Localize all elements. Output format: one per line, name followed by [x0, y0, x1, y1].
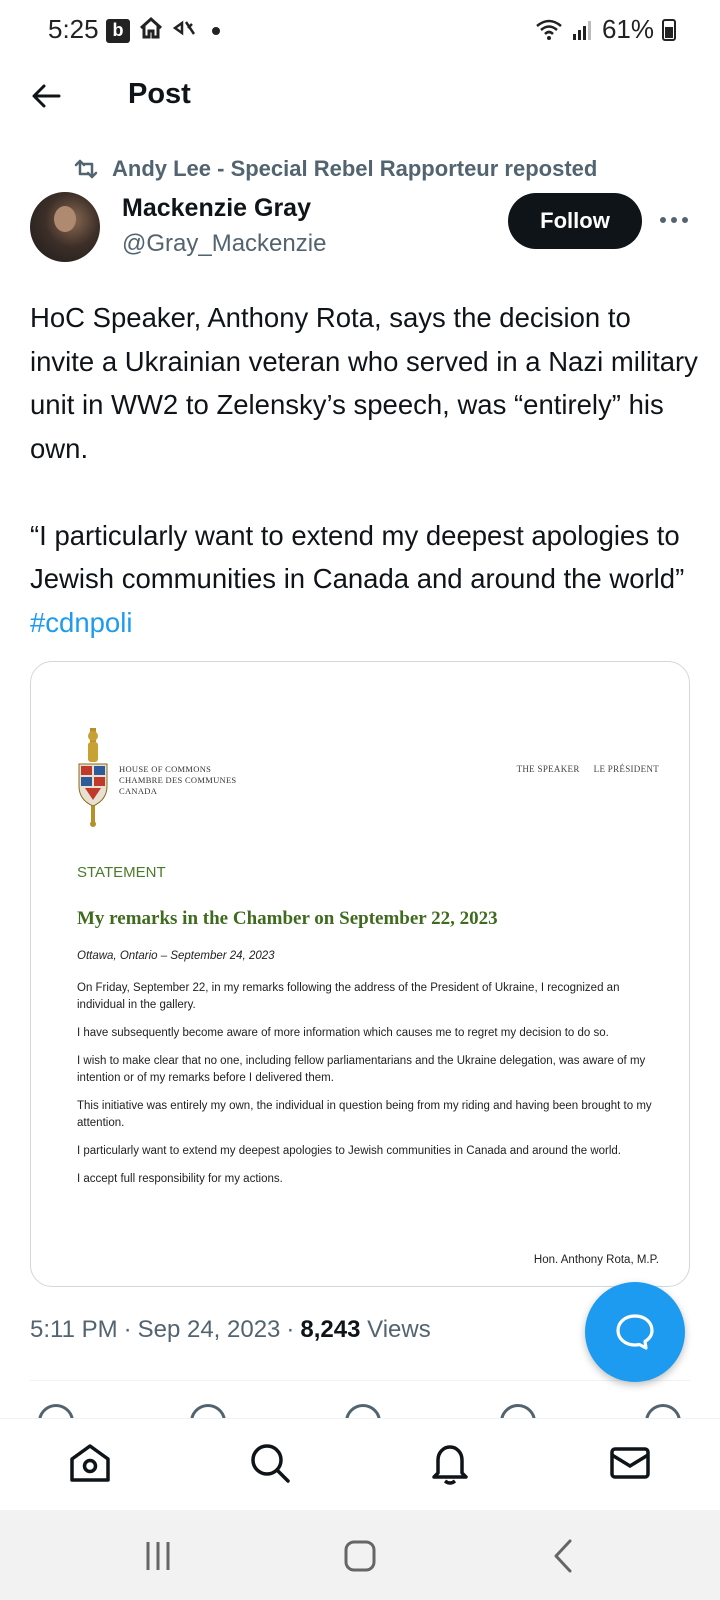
wifi-icon: [534, 18, 564, 42]
document-paragraph: On Friday, September 22, in my remarks following the address of the President of Ukraine, I recognized an individual in the gallery.: [77, 982, 620, 1011]
signal-icon: [572, 18, 594, 42]
document-speaker-tag: THE SPEAKER LE PRÉSIDENT: [516, 764, 659, 774]
nav-search[interactable]: [246, 1439, 294, 1487]
bell-icon: [426, 1439, 474, 1487]
document-letterhead: HOUSE OF COMMONS CHAMBRE DES COMMUNES CANADA: [119, 764, 237, 796]
nav-notifications[interactable]: [426, 1439, 474, 1487]
document-signature: Hon. Anthony Rota, M.P.: [533, 1254, 659, 1266]
status-time: 5:25: [48, 14, 99, 44]
author-name[interactable]: Mackenzie Gray: [122, 194, 311, 222]
recents-icon[interactable]: [138, 1536, 178, 1576]
compose-chat-icon: [613, 1310, 657, 1354]
document-label: STATEMENT: [77, 864, 166, 881]
document-paragraph: I particularly want to extend my deepest apologies to Jewish communities in Canada and around the world.: [77, 1145, 621, 1157]
share-icon[interactable]: [645, 1398, 685, 1418]
status-notification-icons: [106, 16, 220, 45]
back-chevron-icon[interactable]: [544, 1536, 584, 1576]
views-label: Views: [367, 1316, 431, 1343]
compose-chat-button[interactable]: [585, 1282, 685, 1382]
reply-icon[interactable]: [38, 1398, 78, 1418]
bottom-navigation: [0, 1418, 720, 1510]
status-system-icons: [534, 14, 676, 45]
post-body: [30, 296, 700, 644]
repost-action-icon[interactable]: [190, 1398, 230, 1418]
post-paragraph: [30, 514, 700, 645]
home-icon: [66, 1439, 114, 1487]
nav-messages[interactable]: [606, 1439, 654, 1487]
action-bar: [0, 1398, 720, 1418]
arrow-left-icon[interactable]: [28, 78, 64, 114]
coat-of-arms-icon: [75, 728, 111, 828]
document-paragraph: This initiative was entirely my own, the individual in question being from my riding and having been brought to my attention.: [77, 1100, 652, 1129]
post-quote-text: “I particularly want to extend my deepest apologies to Jewish communities in Canada and around the world”: [30, 519, 685, 594]
post-media-image[interactable]: [30, 661, 690, 1287]
hashtag-link[interactable]: #cdnpoli: [30, 606, 133, 638]
repost-context[interactable]: [72, 155, 597, 183]
document-paragraph: I accept full responsibility for my actions.: [77, 1173, 283, 1185]
like-icon[interactable]: [345, 1398, 385, 1418]
more-notifications-dot: [212, 27, 220, 35]
post-meta: 5:11 PM · Sep 24, 2023 · 8,243 Views: [30, 1316, 431, 1343]
page-title: Post: [128, 78, 191, 110]
document-title: My remarks in the Chamber on September 22, 2023: [77, 908, 498, 929]
document-paragraph: I wish to make clear that no one, including fellow parliamentarians and the Ukraine delegation, was aware of my intention or of my remarks before I delivered them.: [77, 1055, 646, 1084]
author-handle[interactable]: @Gray_Mackenzie: [122, 230, 327, 257]
more-dots-icon[interactable]: [660, 210, 688, 230]
bookmark-icon[interactable]: [500, 1398, 540, 1418]
document-paragraph: I have subsequently become aware of more information which causes me to regret my decision to do so.: [77, 1027, 609, 1039]
top-app-bar: [0, 60, 720, 132]
battery-percent: 61%: [601, 14, 654, 44]
post-paragraph: HoC Speaker, Anthony Rota, says the decision to invite a Ukrainian veteran who served in a Nazi military unit in WW2 to Zelensky’s speech, was “entirely” his own.: [30, 302, 698, 464]
mail-icon: [606, 1439, 654, 1487]
mute-notification-icon: [172, 16, 198, 45]
avatar[interactable]: [30, 192, 100, 262]
home-notification-icon: [138, 16, 164, 45]
follow-button[interactable]: Follow: [508, 193, 642, 249]
b-app-icon: b: [106, 19, 130, 43]
status-bar: [0, 0, 720, 60]
battery-icon: [662, 19, 676, 41]
views-count[interactable]: 8,243: [300, 1316, 361, 1343]
home-button-icon[interactable]: [340, 1536, 380, 1576]
nav-home[interactable]: [66, 1439, 114, 1487]
repost-icon: [72, 155, 100, 183]
system-navigation-bar: [0, 1510, 720, 1600]
divider: [30, 1380, 690, 1381]
document-dateline: Ottawa, Ontario – September 24, 2023: [77, 950, 275, 962]
repost-text: Andy Lee - Special Rebel Rapporteur reposted: [112, 156, 598, 181]
document-body: [77, 980, 657, 1199]
search-icon: [246, 1439, 294, 1487]
post-time: 5:11 PM: [30, 1316, 118, 1343]
post-date: Sep 24, 2023: [137, 1316, 281, 1343]
